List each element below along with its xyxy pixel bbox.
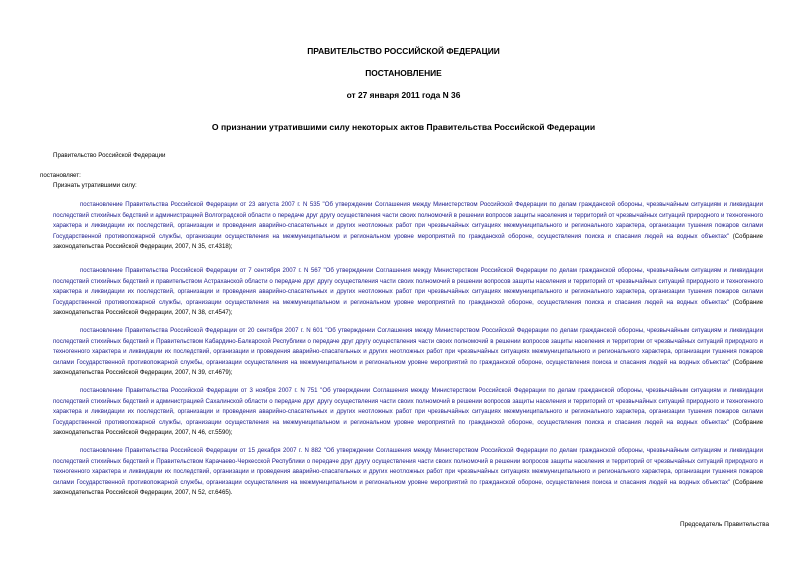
act-link[interactable]: постановление Правительства Российской Федерации от 3 ноября 2007 г. N 751 "Об утверждении Соглашения между Министерством Российской Федерации по делам гражданской обороны, чрезвычайным ситуациям и ликвидации последствий стихийных бедствий и администрацией Сахалинской области о передаче друг другу осуществления части своих полномочий в решении вопросов защиты населения и территорий от чрезвычайных ситуаций природного и техногенного характера и ликвидации их последствий, организации и проведения аварийно-спасательных и других неотложных работ при чрезвычайных ситуациях межмуниципального и регионального характера, организации тушения пожаров силами Государственной противопожарной службы, организации осуществления на межмуниципальном и региональном уровне мероприятий по гражданской обороне, осуществления поиска и спасания людей на водных объектах" [53, 387, 763, 426]
act-link[interactable]: постановление Правительства Российской Федерации от 20 сентября 2007 г. N 601 "Об утверждении Соглашения между Министерством Российской Федерации по делам гражданской обороны, чрезвычайным ситуациям и ликвидации последствий стихийных бедствий и Правительством Кабардино-Балкарской Республики о передаче друг другу осуществления части своих полномочий в решении вопросов защиты населения и территории от чрезвычайных ситуаций природного и техногенного характера и ликвидации их последствий, организации и проведения аварийно-спасательных и других неотложных работ при чрезвычайных ситуациях межмуниципального и регионального характера, организации тушения пожаров силами Государственной противопожарной службы, организации осуществления на межмуниципальном и региональном уровне мероприятий по гражданской обороне, осуществления поиска и спасания людей на водных объектах" [53, 327, 763, 366]
act-source: (Собрание законодательства Российской Федерации, 2007, N 38, ст.4547); [53, 298, 763, 317]
act-link[interactable]: постановление Правительства Российской Федерации от 23 августа 2007 г. N 535 "Об утверждении Соглашения между Министерством Российской Федерации по делам гражданской обороны, чрезвычайным ситуациям и ликвидации последствий стихийных бедствий и администрацией Волгоградской области о передаче друг другу осуществления части своих полномочий в решении вопросов защиты населения и территорий от чрезвычайных ситуаций природного и техногенного характера и ликвидации их последствий, организации и проведения аварийно-спасательных и других неотложных работ при чрезвычайных ситуациях межмуниципального и регионального характера, организации тушения пожаров силами Государственной противопожарной службы, организации осуществления на межмуниципальном и региональном уровне мероприятий по гражданской обороне, осуществления поиска и спасания людей на водных объектах" [53, 201, 763, 240]
act-source: (Собрание законодательства Российской Федерации, 2007, N 39, ст.4679); [53, 358, 764, 377]
issuer-line: Правительство Российской Федерации [53, 152, 166, 159]
act-link[interactable]: постановление Правительства Российской Федерации от 7 сентября 2007 г. N 567 "Об утверждении Соглашения между Министерством Российской Федерации по делам гражданской обороны, чрезвычайным ситуациям и ликвидации последствий стихийных бедствий и правительством Астраханской области о передаче друг другу осуществления части своих полномочий в решении вопросов защиты населения и территорий от чрезвычайных ситуаций природного и техногенного характера и ликвидации их последствий, организации и проведения аварийно-спасательных и других неотложных работ при чрезвычайных ситуациях межмуниципального и регионального характера, организации тушения пожаров силами Государственной противопожарной службы, организации осуществления на межмуниципальном и региональном уровне мероприятий по гражданской обороне, осуществления поиска и спасания людей на водных объектах" [53, 267, 763, 306]
repealed-act-1 [53, 200, 763, 253]
act-source: (Собрание законодательства Российской Федерации, 2007, N 52, ст.6465). [53, 478, 764, 497]
action-line: Признать утратившими силу: [53, 182, 137, 189]
decides-line: постановляет: [40, 172, 81, 179]
repealed-act-3 [53, 326, 763, 379]
repealed-act-4 [53, 386, 763, 439]
repealed-act-2 [53, 266, 763, 319]
document-date: от 27 января 2011 года N 36 [346, 90, 461, 100]
repealed-act-5 [53, 446, 763, 499]
document-title: О признании утратившими силу некоторых актов Правительства Российской Федерации [211, 122, 596, 132]
act-source: (Собрание законодательства Российской Федерации, 2007, N 46, ст.5590); [53, 418, 763, 437]
signature-title: Председатель Правительства [680, 521, 769, 528]
act-source: (Собрание законодательства Российской Федерации, 2007, N 35, ст.4318); [53, 232, 763, 251]
government-header: ПРАВИТЕЛЬСТВО РОССИЙСКОЙ ФЕДЕРАЦИИ [307, 46, 500, 56]
document-type: ПОСТАНОВЛЕНИЕ [365, 68, 442, 78]
act-link[interactable]: постановление Правительства Российской Федерации от 15 декабря 2007 г. N 882 "Об утверждении Соглашения между Министерством Российской Федерации по делам гражданской обороны, чрезвычайным ситуациям и ликвидации последствий стихийных бедствий и Правительством Карачаево-Черкесской Республики о передаче друг другу осуществления части своих полномочий в решении вопросов защиты населения и территорий от чрезвычайных ситуаций природного и техногенного характера и ликвидации их последствий, организации и проведения аварийно-спасательных и других неотложных работ при чрезвычайных ситуациях межмуниципального и регионального характера, организации тушения пожаров силами Государственной противопожарной службы, организации осуществления на межмуниципальном и региональном уровне мероприятий по гражданской обороне, осуществления поиска и спасания людей на водных объектах" [53, 447, 763, 486]
